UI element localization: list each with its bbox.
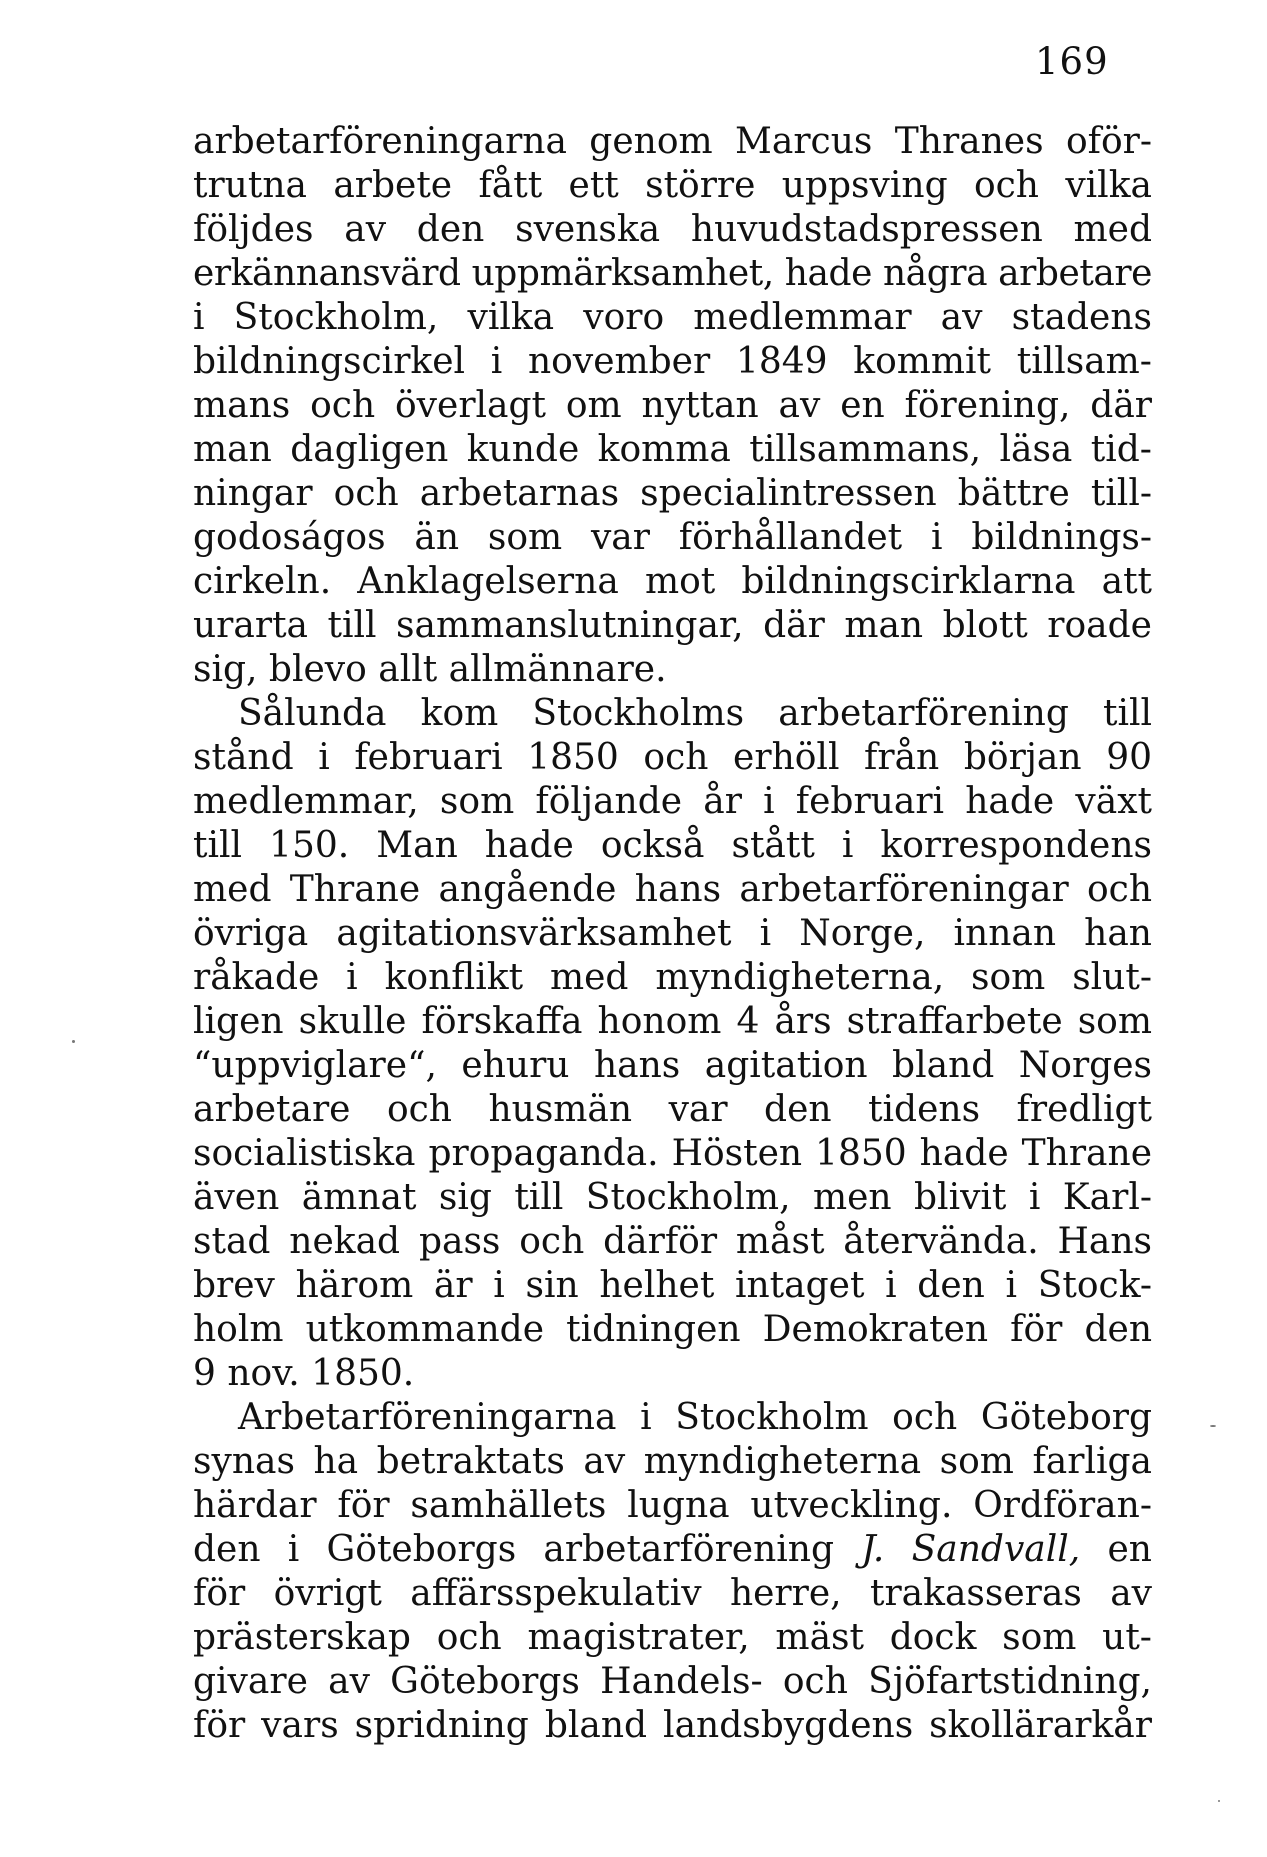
- text-line: stånd i februari 1850 och erhöll från början 90: [193, 737, 1152, 778]
- text-line: 9 nov. 1850.: [193, 1353, 415, 1394]
- scan-speck: [72, 1040, 75, 1043]
- text-line: holm utkommande tidningen Demokraten för den: [193, 1309, 1152, 1350]
- text-line: Arbetarföreningarna i Stockholm och Göteborg: [238, 1397, 1152, 1438]
- text-line: trutna arbete fått ett större uppsving och vilka: [193, 165, 1152, 206]
- text-line: erkännansvärd uppmärksamhet, hade några arbetare: [193, 253, 1153, 294]
- text-line: även ämnat sig till Stockholm, men blivit i Karl-: [193, 1177, 1153, 1218]
- text-line: med Thrane angående hans arbetarföreningar och: [193, 869, 1153, 910]
- text-line: ningar och arbetarnas specialintressen bättre till-: [193, 473, 1152, 514]
- text-line: i Stockholm, vilka voro medlemmar av stadens: [193, 297, 1152, 338]
- person-name-italic: J. Sandvall,: [861, 1529, 1081, 1570]
- text-segment: en: [1080, 1529, 1152, 1570]
- text-line: urarta till sammanslutningar, där man blott roade: [193, 605, 1152, 646]
- text-line: ligen skulle förskaffa honom 4 års straffarbete som: [193, 1001, 1152, 1042]
- scan-speck: [1218, 1800, 1220, 1802]
- text-line: arbetarföreningarna genom Marcus Thranes oför-: [193, 121, 1152, 162]
- text-line: “uppviglare“, ehuru hans agitation bland Norges: [193, 1045, 1153, 1086]
- text-segment: den i Göteborgs arbetarförening: [193, 1529, 862, 1570]
- text-line: prästerskap och magistrater, mäst dock som ut-: [193, 1617, 1152, 1658]
- text-line: bildningscirkel i november 1849 kommit tillsam-: [193, 341, 1152, 382]
- text-line: synas ha betraktats av myndigheterna som farliga: [193, 1441, 1153, 1482]
- text-line: stad nekad pass och därför måst återvända. Hans: [193, 1221, 1153, 1262]
- scan-speck: [1210, 1425, 1216, 1427]
- text-line: cirkeln. Anklagelserna mot bildningscirklarna att: [193, 561, 1153, 602]
- page-number: 169: [1035, 40, 1109, 83]
- text-line: råkade i konflikt med myndigheterna, som slut-: [193, 957, 1152, 998]
- text-line: härdar för samhällets lugna utveckling. Ordföran-: [193, 1485, 1152, 1526]
- body-text: [193, 120, 1152, 1748]
- text-line: följdes av den svenska huvudstadspressen med: [193, 209, 1153, 250]
- text-line: Sålunda kom Stockholms arbetarförening till: [238, 693, 1153, 734]
- text-line: man dagligen kunde komma tillsammans, läsa tid-: [193, 429, 1152, 470]
- text-line: till 150. Man hade också stått i korrespondens: [193, 825, 1153, 866]
- text-line: övriga agitationsvärksamhet i Norge, innan han: [193, 913, 1152, 954]
- text-line: medlemmar, som följande år i februari hade växt: [193, 781, 1152, 822]
- text-line: för vars spridning bland landsbygdens skollärarkår: [193, 1705, 1152, 1746]
- text-line: socialistiska propaganda. Hösten 1850 hade Thrane: [193, 1133, 1152, 1174]
- text-line: [193, 1528, 1152, 1572]
- text-line: arbetare och husmän var den tidens fredligt: [193, 1089, 1152, 1130]
- text-line: för övrigt affärsspekulativ herre, trakasseras av: [193, 1573, 1152, 1614]
- text-line: sig, blevo allt allmännare.: [193, 649, 667, 690]
- text-line: godoságos än som var förhållandet i bildnings-: [193, 517, 1152, 558]
- text-line: mans och överlagt om nyttan av en förening, där: [193, 385, 1153, 426]
- text-line: givare av Göteborgs Handels- och Sjöfartstidning,: [193, 1661, 1152, 1702]
- text-line: brev härom är i sin helhet intaget i den i Stock-: [193, 1265, 1153, 1306]
